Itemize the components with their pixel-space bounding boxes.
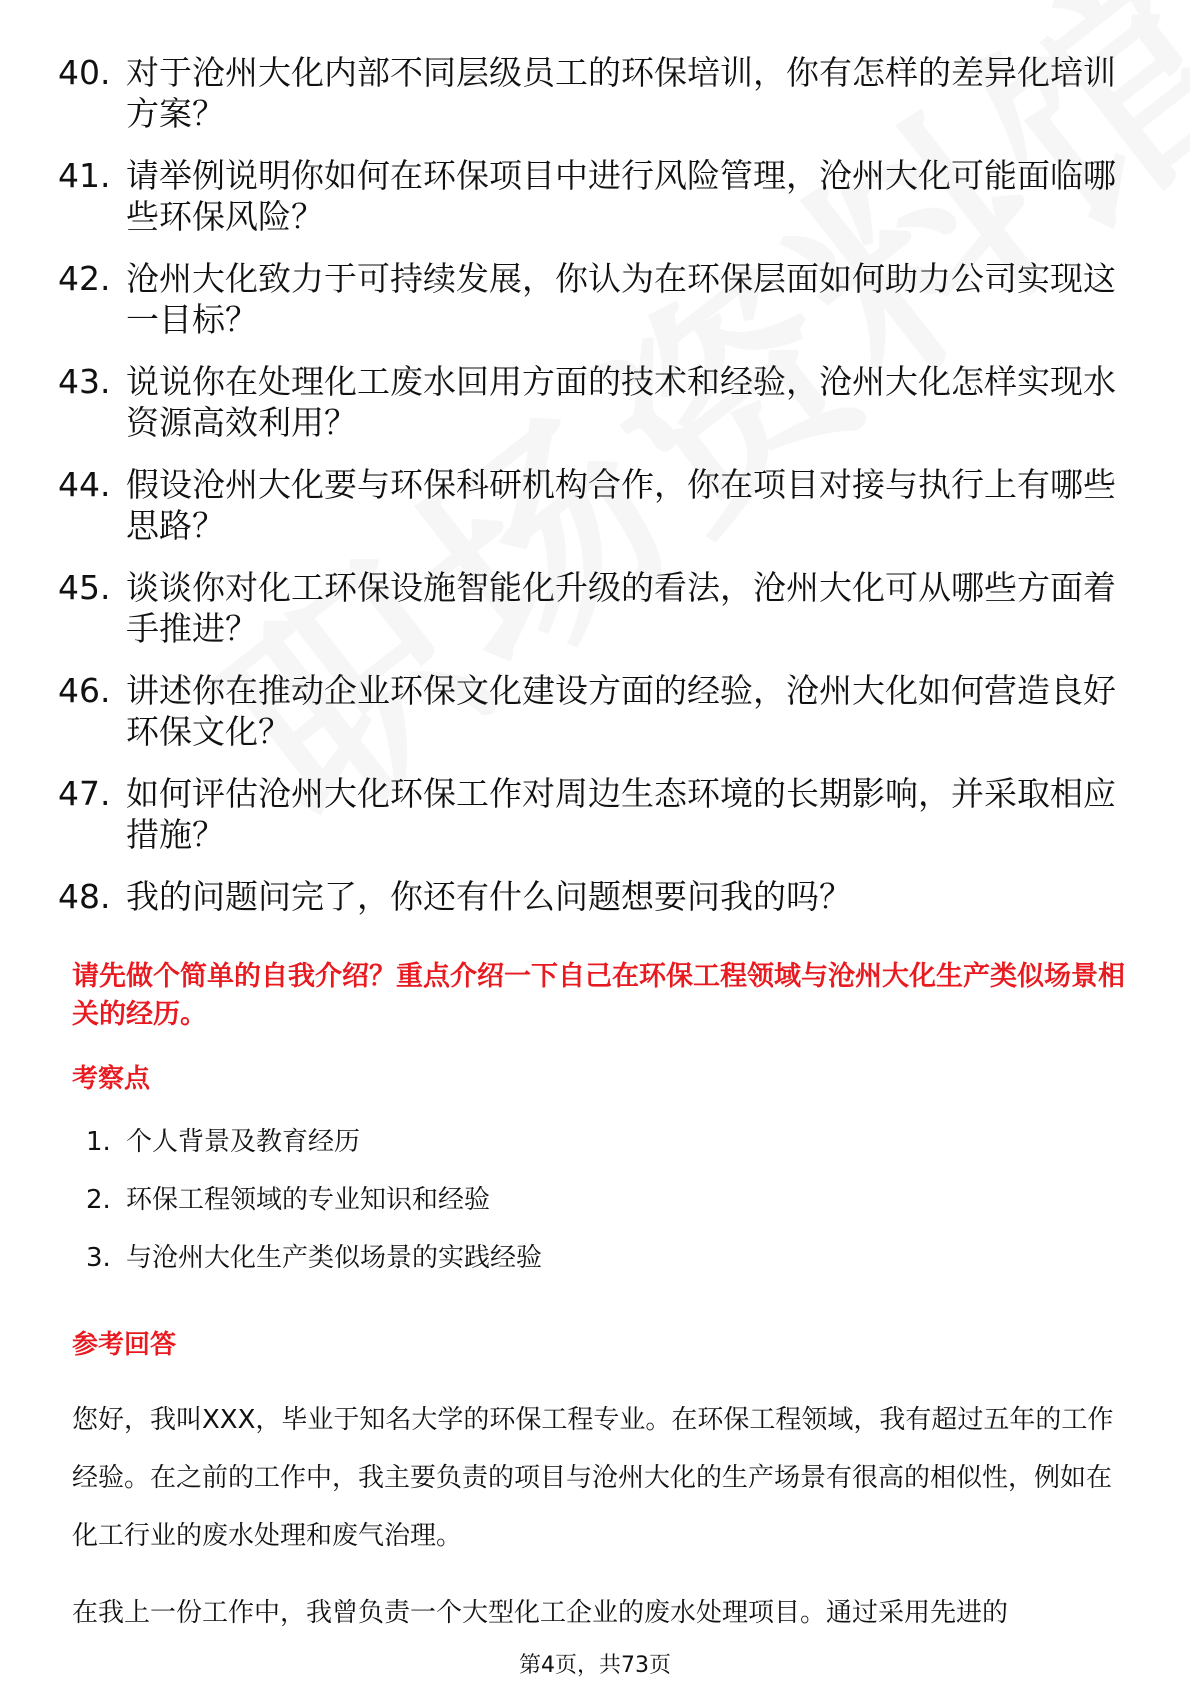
question-item — [58, 52, 1118, 134]
exam-point-item — [86, 1124, 542, 1182]
question-text: 请举例说明你如何在环保项目中进行风险管理，沧州大化可能面临哪些环保风险？ — [126, 156, 1116, 236]
exam-point-item — [86, 1182, 542, 1240]
question-text: 沧州大化致力于可持续发展，你认为在环保层面如何助力公司实现这一目标？ — [126, 259, 1116, 339]
question-number: 44. — [58, 465, 111, 504]
exam-point-number: 2. — [86, 1185, 111, 1215]
question-item — [58, 361, 1118, 443]
question-text: 讲述你在推动企业环保文化建设方面的经验，沧州大化如何营造良好环保文化？ — [126, 671, 1116, 751]
question-item — [58, 773, 1118, 855]
question-number: 48. — [58, 877, 111, 916]
question-item — [58, 567, 1118, 649]
exam-point-text: 与沧州大化生产类似场景的实践经验 — [126, 1243, 543, 1273]
reference-answer-heading: 参考回答 — [72, 1330, 177, 1360]
question-item — [58, 464, 1118, 546]
exam-point-item — [86, 1240, 542, 1298]
question-number: 42. — [58, 259, 111, 298]
question-text: 我的问题问完了，你还有什么问题想要问我的吗？ — [126, 877, 852, 916]
page-footer: 第4页，共73页 — [519, 1653, 671, 1678]
exam-point-number: 3. — [86, 1243, 111, 1273]
question-text: 谈谈你对化工环保设施智能化升级的看法，沧州大化可从哪些方面着手推进？ — [126, 568, 1116, 648]
question-number: 40. — [58, 53, 111, 92]
exam-points-heading: 考察点 — [72, 1064, 151, 1094]
answer-paragraph: 您好，我叫XXX，毕业于知名大学的环保工程专业。在环保工程领域，我有超过五年的工作经验。在之前的工作中，我主要负责的项目与沧州大化的生产场景有很高的相似性，例如在化工行业的废水处理和废气治理。 — [72, 1405, 1114, 1551]
question-list — [58, 52, 1118, 938]
question-text: 如何评估沧州大化环保工作对周边生态环境的长期影响，并采取相应措施？ — [126, 774, 1116, 854]
question-number: 47. — [58, 774, 111, 813]
question-text: 对于沧州大化内部不同层级员工的环保培训，你有怎样的差异化培训方案？ — [126, 53, 1116, 133]
question-number: 43. — [58, 362, 111, 401]
exam-point-number: 1. — [86, 1127, 111, 1157]
featured-question-heading: 请先做个简单的自我介绍？重点介绍一下自己在环保工程领域与沧州大化生产类似场景相关的经历。 — [72, 961, 1125, 1030]
answer-paragraph: 在我上一份工作中，我曾负责一个大型化工企业的废水处理项目。通过采用先进的 — [72, 1598, 1009, 1628]
question-item — [58, 258, 1118, 340]
exam-point-text: 环保工程领域的专业知识和经验 — [126, 1185, 491, 1215]
question-item — [58, 670, 1118, 752]
question-item — [58, 155, 1118, 237]
question-text: 假设沧州大化要与环保科研机构合作，你在项目对接与执行上有哪些思路？ — [126, 465, 1116, 545]
question-text: 说说你在处理化工废水回用方面的技术和经验，沧州大化怎样实现水资源高效利用？ — [126, 362, 1116, 442]
exam-points-list — [86, 1124, 542, 1298]
question-number: 46. — [58, 671, 111, 710]
question-number: 41. — [58, 156, 111, 195]
question-item — [58, 876, 1118, 917]
exam-point-text: 个人背景及教育经历 — [126, 1127, 361, 1157]
question-number: 45. — [58, 568, 111, 607]
